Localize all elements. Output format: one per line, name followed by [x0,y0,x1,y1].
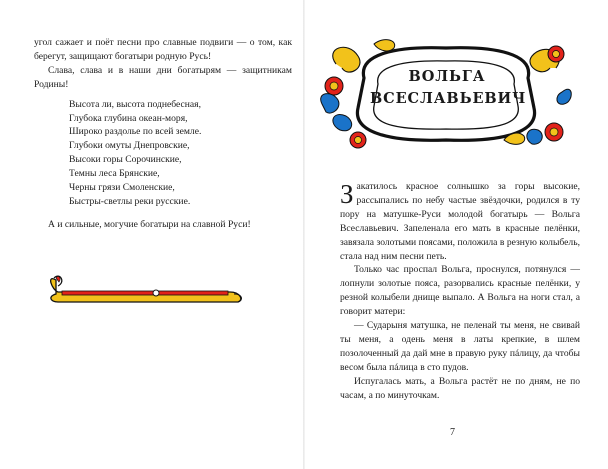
left-paragraph-1: угол сажает и поёт песни про славные подвиги — о том, как берегут, защищают богатыри родную Русь! [34,37,292,62]
left-paragraph-3: А и сильные, могучие богатыри на славной Руси! [48,218,251,230]
drop-cap: З [340,179,354,209]
verse-line: Быстры-светлы реки русские. [69,195,191,207]
verse-line: Глубоки омуты Днепровские, [69,140,190,152]
book-gutter [303,0,305,469]
right-paragraph-1 [340,180,580,263]
verse-line: Черны грязи Смоленские, [69,182,175,194]
title-line-1: ВОЛЬГА [408,68,486,85]
story-title [370,66,527,110]
right-paragraph-3: — Сударыня матушка, не пеленай ты меня, не свивай ты меня, а одень меня в латы крепкие, в шлем позолоченный да дай мне в правую руку пáлицу, да чтобы весом была пáлица в сто пудов. [340,320,580,373]
left-paragraph-2: Слава, слава и в наши дни богатырям — защитникам Родины! [34,64,292,90]
verse-line: Глубока глубина океан-моря, [69,112,188,124]
verse-line: Темны леса Брянские, [69,168,160,180]
verse-line: Высота ли, высота поднебесная, [69,98,201,110]
verse-line: Высоки горы Сорочинские, [69,154,182,166]
right-paragraph-2: Только час проспал Вольга, проснулся, потянулся — лопнули золотые пояса, разорвались красные пелёнки, у резной колыбели днище выпало. А Вольга на ноги стал, а говорит матери: [340,264,580,318]
right-page-text [340,180,580,403]
left-page-text [34,36,292,232]
title-line-2: ВСЕСЛАВЬЕВИЧ [370,90,527,107]
verse-line: Широко раздолье по всей земле. [69,126,202,138]
ornamental-divider [44,270,246,306]
verse-block [69,98,292,209]
page-number: 7 [450,427,455,438]
right-paragraph-4: Испугалась мать, а Вольга растёт не по дням, не по часам, а по минуточкам. [340,375,580,401]
right-paragraph-1-text: акатилось красное солнышко за горы высокие, рассыпались по небу частые звёздочки, родился в ту пору на матушке-Руси молодой богатырь — Вольга Всеславьевич. Запеленала его мать в красные пелёнки, завязала золотыми поясами, положила в резную колыбель, стала над ним песни петь. [340,181,580,262]
